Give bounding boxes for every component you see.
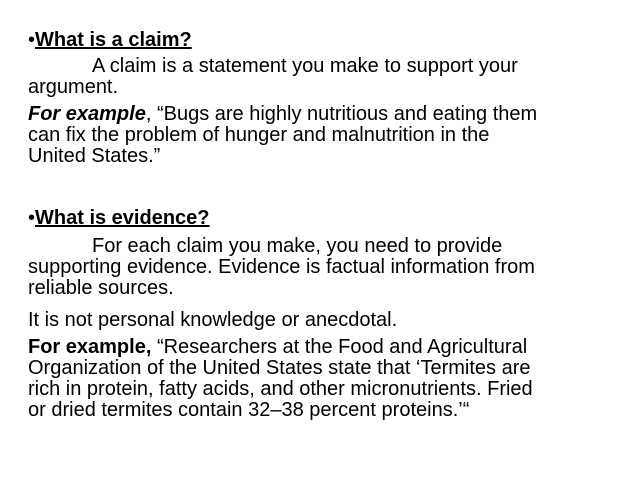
evidence-definition-line-3: reliable sources. [28, 277, 174, 299]
evidence-definition-line-2: supporting evidence. Evidence is factual information from [28, 256, 535, 278]
claim-bullet: • [28, 29, 36, 51]
evidence-example-label: For example, [28, 336, 152, 358]
evidence-example-line-2: Organization of the United States state that ‘Termites are [28, 357, 531, 379]
claim-example-line-2: can fix the problem of hunger and malnutrition in the [28, 124, 490, 146]
claim-example [28, 104, 612, 167]
evidence-bullet: • [28, 207, 36, 229]
claim-example-label: For example [28, 103, 146, 125]
claim-heading: What is a claim? [35, 29, 192, 51]
evidence-example-line-3: rich in protein, fatty acids, and other micronutrients. Fried [28, 378, 533, 400]
claim-definition-line-2: argument. [28, 76, 119, 98]
evidence-note-line: It is not personal knowledge or anecdotal. [28, 309, 398, 331]
evidence-example-line-1: “Researchers at the Food and Agricultural [151, 336, 528, 358]
evidence-heading: What is evidence? [35, 207, 210, 229]
evidence-note [28, 310, 612, 331]
evidence-example-line-4: or dried termites contain 32–38 percent proteins.’“ [28, 399, 470, 421]
evidence-example [28, 337, 612, 421]
claim-example-line-3: United States.” [28, 145, 161, 167]
claim-heading-row [28, 30, 612, 51]
evidence-definition-line-1: For each claim you make, you need to provide [92, 235, 503, 257]
evidence-heading-row [28, 208, 612, 229]
claim-definition-line-1: A claim is a statement you make to support your [92, 55, 518, 77]
claim-example-line-1: , “Bugs are highly nutritious and eating them [145, 103, 538, 125]
claim-definition [28, 56, 612, 98]
evidence-definition [28, 236, 612, 299]
